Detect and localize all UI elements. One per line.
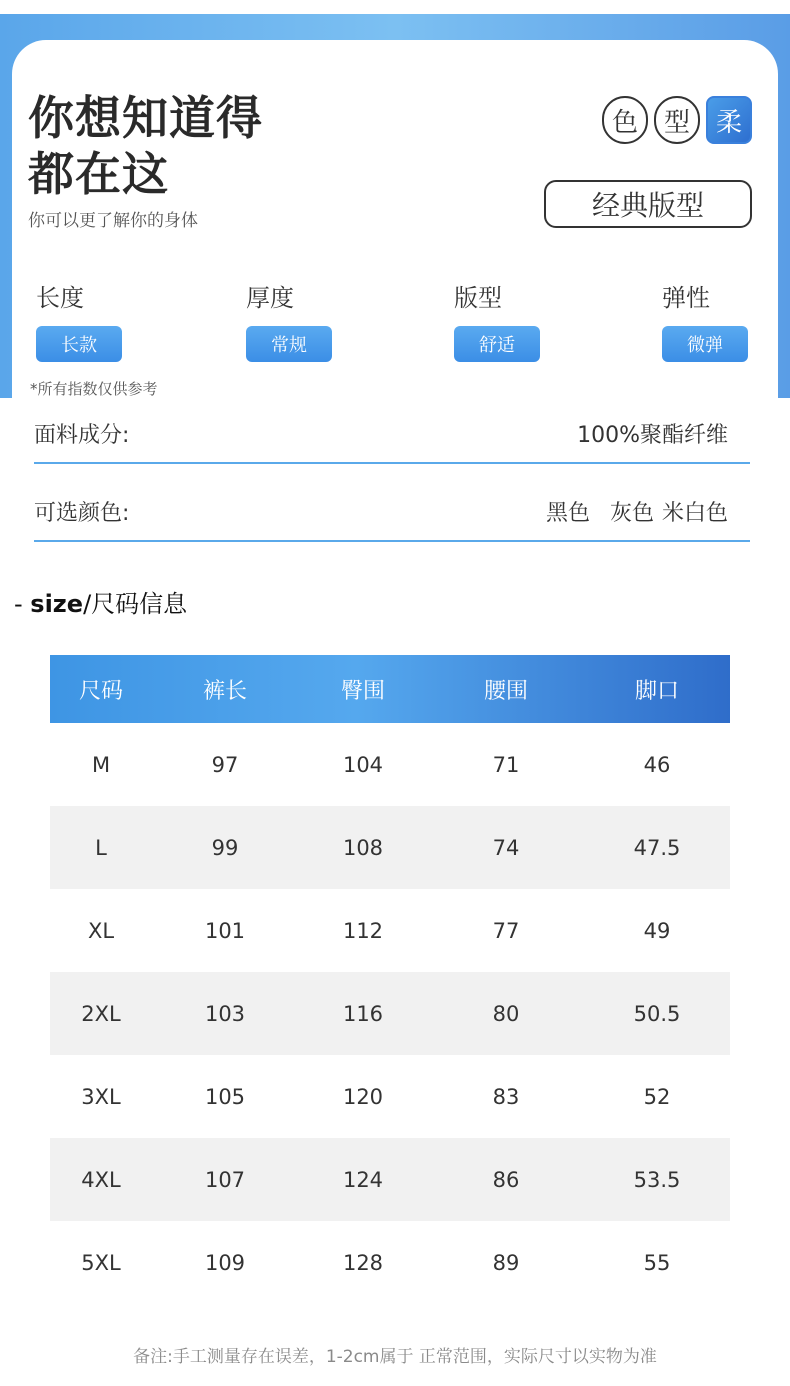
color-option: 灰色 bbox=[609, 501, 654, 526]
table-cell: 71 bbox=[492, 752, 520, 777]
table-cell: 77 bbox=[492, 918, 520, 943]
table-cell: 99 bbox=[211, 835, 239, 860]
size-table bbox=[50, 655, 730, 1304]
attribute-elasticity bbox=[662, 278, 782, 362]
table-cell: 104 bbox=[342, 752, 384, 777]
table-cell: 112 bbox=[342, 918, 384, 943]
table-cell: 52 bbox=[643, 1084, 671, 1109]
header-hem: 脚口 bbox=[634, 678, 679, 704]
attribute-label: 弹性 bbox=[662, 284, 710, 312]
table-cell: 89 bbox=[492, 1250, 520, 1275]
attribute-chip: 常规 bbox=[246, 326, 332, 362]
table-row bbox=[50, 972, 730, 1055]
feature-char-shape: 型 bbox=[654, 96, 700, 144]
table-cell: 53.5 bbox=[633, 1167, 681, 1192]
attribute-label: 长度 bbox=[36, 284, 84, 312]
size-table-header bbox=[50, 655, 730, 723]
size-heading-en: size bbox=[30, 590, 84, 618]
table-cell: 4XL bbox=[81, 1167, 121, 1192]
table-cell: 128 bbox=[342, 1250, 384, 1275]
feature-char-soft: 柔 bbox=[706, 96, 752, 144]
table-cell: 80 bbox=[492, 1001, 520, 1026]
attribute-thickness bbox=[246, 278, 366, 362]
table-cell: 103 bbox=[204, 1001, 246, 1026]
table-cell: 83 bbox=[492, 1084, 520, 1109]
size-heading-cn: /尺码信息 bbox=[83, 590, 188, 618]
fabric-row bbox=[34, 398, 750, 464]
table-cell: M bbox=[91, 752, 111, 777]
table-cell: 120 bbox=[342, 1084, 384, 1109]
table-cell: 49 bbox=[643, 918, 671, 943]
table-cell: 105 bbox=[204, 1084, 246, 1109]
table-cell: XL bbox=[87, 918, 115, 943]
attribute-chip: 长款 bbox=[36, 326, 122, 362]
table-cell: 5XL bbox=[81, 1250, 121, 1275]
table-cell: 101 bbox=[204, 918, 246, 943]
attribute-fit bbox=[454, 278, 574, 362]
table-cell: 109 bbox=[204, 1250, 246, 1275]
table-row bbox=[50, 723, 730, 806]
header-length: 裤长 bbox=[202, 678, 247, 704]
colors-row bbox=[34, 476, 750, 542]
table-cell: 2XL bbox=[81, 1001, 121, 1026]
attribute-chip: 微弹 bbox=[662, 326, 748, 362]
table-cell: 108 bbox=[342, 835, 384, 860]
headline-line-2: 都在这 bbox=[28, 147, 169, 201]
feature-char-color: 色 bbox=[602, 96, 648, 144]
colors-values bbox=[546, 496, 728, 527]
size-heading-prefix: - bbox=[14, 590, 31, 618]
measurement-footnote: 备注:手工测量存在误差，1-2cm属于 正常范围，实际尺寸以实物为准 bbox=[133, 1347, 657, 1367]
headline-line-1: 你想知道得 bbox=[28, 91, 263, 145]
table-cell: 124 bbox=[342, 1167, 384, 1192]
table-cell: 116 bbox=[342, 1001, 384, 1026]
header-waist: 腰围 bbox=[483, 678, 528, 704]
headline bbox=[28, 90, 263, 202]
size-heading bbox=[14, 584, 187, 619]
color-option: 米白色 bbox=[661, 501, 728, 526]
table-row bbox=[50, 1055, 730, 1138]
table-cell: 55 bbox=[643, 1250, 671, 1275]
table-cell: 50.5 bbox=[633, 1001, 681, 1026]
table-cell: 3XL bbox=[81, 1084, 121, 1109]
colors-label: 可选颜色: bbox=[34, 501, 130, 526]
classic-fit-badge: 经典版型 bbox=[544, 180, 752, 228]
table-cell: 47.5 bbox=[633, 835, 681, 860]
attribute-label: 厚度 bbox=[246, 284, 294, 312]
color-option: 黑色 bbox=[545, 501, 590, 526]
table-cell: 97 bbox=[211, 752, 239, 777]
reference-note: *所有指数仅供参考 bbox=[30, 380, 158, 398]
table-cell: L bbox=[95, 835, 107, 860]
headline-subtitle: 你可以更了解你的身体 bbox=[28, 211, 198, 231]
attribute-length bbox=[36, 278, 156, 362]
table-cell: 86 bbox=[492, 1167, 520, 1192]
fabric-value: 100%聚酯纤维 bbox=[577, 423, 728, 448]
table-cell: 107 bbox=[204, 1167, 246, 1192]
table-cell: 46 bbox=[643, 752, 671, 777]
header-size: 尺码 bbox=[78, 678, 123, 704]
attribute-chip: 舒适 bbox=[454, 326, 540, 362]
table-cell: 74 bbox=[492, 835, 520, 860]
attribute-label: 版型 bbox=[454, 284, 502, 312]
table-row bbox=[50, 1138, 730, 1221]
table-row bbox=[50, 806, 730, 889]
header-hip: 臀围 bbox=[340, 678, 385, 704]
table-row bbox=[50, 1221, 730, 1304]
table-row bbox=[50, 889, 730, 972]
feature-chars bbox=[602, 96, 752, 144]
fabric-label: 面料成分: bbox=[34, 423, 130, 448]
